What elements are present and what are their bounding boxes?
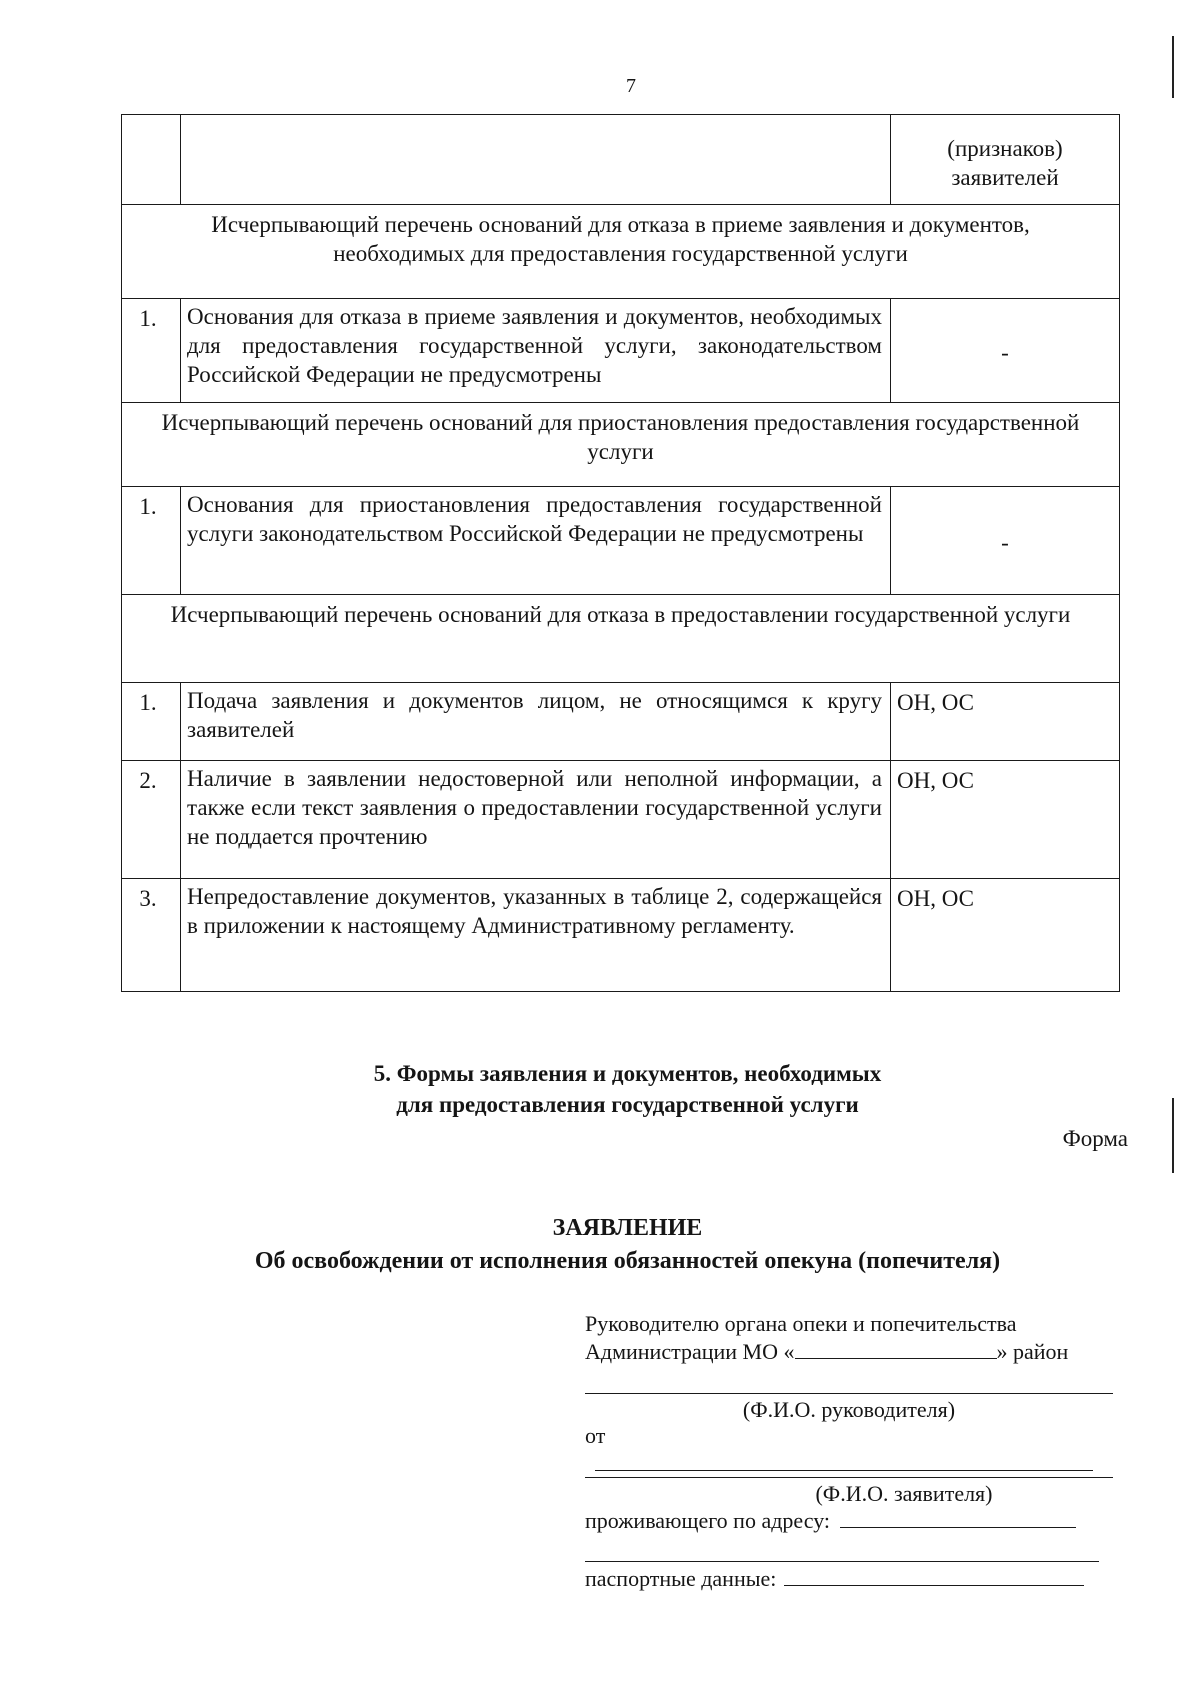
row-ref: ОН, ОС [891,683,1120,761]
from-line [585,1422,1105,1477]
page-number: 7 [626,75,636,97]
application-heading [0,1212,1200,1278]
applicant-name-blank-line[interactable] [585,1477,1113,1478]
head-name-caption: (Ф.И.О. руководителя) [742,1397,956,1422]
row-ref: - [891,487,1120,595]
passport-label: паспортные данные: [585,1566,777,1591]
table-section-row [122,205,1120,299]
table-section-row [122,595,1120,683]
from-label: от [585,1423,606,1448]
grounds-table [121,114,1120,992]
row-text: Основания для отказа в приеме заявления и документов, необходимых для предоставления государственной услуги, законодательством Российской Федерации не предусмотрены [181,299,891,403]
application-title: ЗАЯВЛЕНИЕ [552,1215,703,1241]
passport-line [585,1565,1105,1593]
section-title: Исчерпывающий перечень оснований для отказа в предоставлении государственной услуги [122,595,1120,683]
address-label: проживающего по адресу: [585,1508,831,1533]
row-number: 1. [122,299,181,403]
row-text: Основания для приостановления предоставления государственной услуги законодательством Российской Федерации не предусмотрены [181,487,891,595]
table-row [122,879,1120,992]
section-5-heading-line: для предоставления государственной услуги [396,1092,859,1118]
table-cell [122,115,181,205]
row-ref: - [891,299,1120,403]
table-cell [181,115,891,205]
district-blank-field[interactable] [795,1340,997,1359]
address-line [585,1507,1105,1535]
applicant-name-caption: (Ф.И.О. заявителя) [815,1481,993,1506]
row-text: Наличие в заявлении недостоверной или неполной информации, а также если текст заявления о предоставлении государственной услуги не поддается прочтению [181,761,891,879]
row-ref: ОН, ОС [891,879,1120,992]
address-continuation-line[interactable] [585,1561,1099,1562]
passport-blank-field[interactable] [784,1567,1084,1586]
table-cell-applicant-category: (признаков) заявителей [891,115,1120,205]
row-text: Подача заявления и документов лицом, не относящимся к кругу заявителей [181,683,891,761]
row-number: 3. [122,879,181,992]
row-number: 2. [122,761,181,879]
addressee-suffix: » район [996,1339,1069,1364]
table-row [122,299,1120,403]
addressee-line: Руководителю органа опеки и попечительства [585,1311,1017,1336]
row-text: Непредоставление документов, указанных в таблице 2, содержащейся в приложении к настоящему Административному регламенту. [181,879,891,992]
table-section-row [122,403,1120,487]
addressee-prefix: Администрации МО « [585,1339,795,1364]
table-row [122,761,1120,879]
table-row [122,683,1120,761]
application-subtitle: Об освобождении от исполнения обязанностей опекуна (попечителя) [254,1248,1001,1275]
table-row [122,487,1120,595]
table-row [122,115,1120,205]
section-5-heading [0,1058,1200,1121]
head-name-blank-line[interactable] [585,1393,1113,1394]
row-number: 1. [122,683,181,761]
address-blank-field[interactable] [840,1509,1076,1528]
form-label: Форма [1062,1126,1128,1151]
row-ref: ОН, ОС [891,761,1120,879]
section-title: Исчерпывающий перечень оснований для отказа в приеме заявления и документов, необходимых для предоставления государственной услуги [122,205,1120,299]
addressee-municipality-line [585,1338,1105,1366]
section-title: Исчерпывающий перечень оснований для приостановления предоставления государственной услуги [122,403,1120,487]
applicant-name-blank-field[interactable] [595,1452,1093,1471]
row-number: 1. [122,487,181,595]
section-5-heading-line: 5. Формы заявления и документов, необходимых [373,1061,882,1086]
